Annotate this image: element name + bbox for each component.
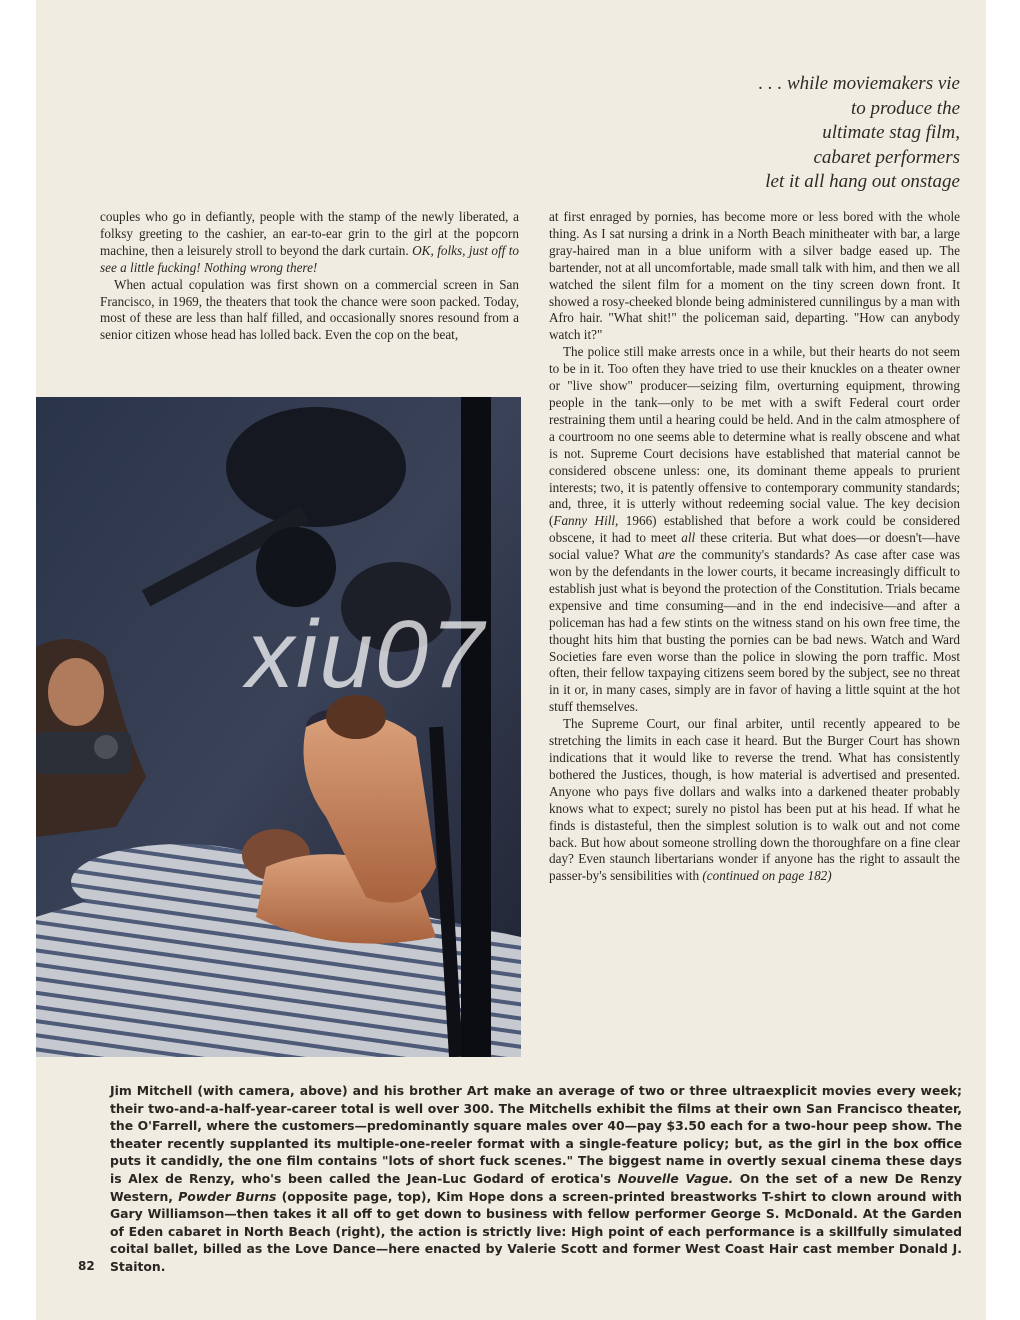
photo-caption: Jim Mitchell (with camera, above) and his brother Art make an average of two or three ultraexplicit movies every week; their two-and-a-half-year-career total is well over 300. The Mitchells exhibit the films at their own San Francisco theater, the O'Farrell, where the customers—predominantly square males over 40—pay $3.50 each for a two-hour peep show. The theater recently supplanted its multiple-one-reeler format with a single-feature policy; but, as the girl in the box office puts it candidly, the one film contains "lots of short fuck scenes." The biggest name in overtly sexual cinema these days is Alex de Renzy, who's been called the Jean-Luc Godard of erotica's Nouvelle Vague. On the set of a new De Renzy Western, Powder Burns (opposite page, top), Kim Hope dons a screen-printed breastworks T-shirt to clown around with Gary Williamson—then takes it all off to get down to business with fellow performer George S. McDonald. At the Garden of Eden cabaret in North Beach (right), the action is strictly live: High point of each performance is a skillfully simulated coital ballet, billed as the Love Dance—here enacted by Valerie Scott and former West Coast Hair cast member Donald J. Staiton. — [110, 1083, 963, 1274]
article-column-right — [549, 209, 960, 885]
film-set-photo — [36, 397, 521, 1057]
pull-quote-line: . . . while moviemakers vie — [758, 73, 960, 94]
continued-note: (continued on page 182) — [702, 868, 832, 884]
paragraph: The police still make arrests once in a while, but their hearts do not seem to be in it. Too often they have tried to use their knuckles on a theater owner or "live show" producer—seizing film, overturning equipment, throwing people in the tank—only to be met with a swift Federal court order restraining them until a hearing could be held. And in the calm atmosphere of a courtroom no one seems able to determine what is really obscene and what is not. Supreme Court decisions have established that material cannot be considered obscene unless: one, its dominant theme appeals to prurient interests; two, it is patently offensive to contemporary community standards; and, three, it is utterly without redeeming social value. The key decision (Fanny Hill, 1966) established that before a work could be considered obscene, it had to meet all these criteria. But what does—or doesn't—have social value? What are the community's standards? As case after case was won by the defendants in the lower courts, it became increasingly difficult to establish just what is beyond the protection of the Constitution. Trials became expensive and time consuming—and in the end indecisive—and after a policeman has had a few stints on the witness stand on his own free time, the thought hits him that busting the pornies can be bad news. Watch and Ward Societies fare even worse than the police in slowing the porn traffic. Most often, their fellow taxpaying citizens seem bored by the subject, see no threat in it or, in many cases, simply are in favor of having a little squint at the hot stuff themselves. — [549, 344, 960, 715]
paragraph: The Supreme Court, our final arbiter, until recently appeared to be stretching the limits in each case it heard. But the Burger Court has shown indications that it would like to reverse the trend. What has consistently bothered the Justices, though, is how material is advertised and presented. Anyone who pays five dollars and walks into a darkened theater probably knows what to expect; surely no pistol has been put at his head. If what he finds is distasteful, then the simplest solution is to walk out and not come back. But how about someone strolling down the thoroughfare on a fine clear day? Even staunch libertarians wonder if anyone has the right to assault the passer-by's sensibilities with (continued on page 182) — [549, 716, 960, 884]
pull-quote-line: let it all hang out onstage — [765, 171, 960, 192]
article-column-left — [100, 209, 519, 344]
cameraman-head — [48, 658, 104, 726]
photo-illustration — [36, 397, 521, 1057]
paragraph: at first enraged by pornies, has become more or less bored with the whole thing. As I sat nursing a drink in a North Beach minitheater with bar, a large gray-haired man in a blue uniform with a silver badge eased up. The bartender, not at all uncomfortable, made small talk with him, and then we all watched the silent film for a moment on the tiny screen down front. It showed a rosy-cheeked blonde being administered cunnilingus by a man with Afro hair. "What shit!" the policeman said, departing. "How can anybody watch it?" — [549, 209, 960, 343]
paragraph: couples who go in defiantly, people with the stamp of the newly liberated, a folksy greeting to the cashier, an ear-to-ear grin to the girl at the popcorn machine, then a leisurely stroll to beyond the dark curtain. OK, folks, just off to see a little fucking! Nothing wrong there! — [100, 209, 520, 275]
pull-quote — [580, 72, 960, 195]
page-number: 82 — [78, 1259, 95, 1273]
pull-quote-line: to produce the — [850, 97, 960, 119]
movie-camera — [36, 732, 131, 774]
pull-quote-line: ultimate stag film, — [822, 122, 960, 143]
paragraph: When actual copulation was first shown on a commercial screen in San Francisco, in 1969, the theaters that took the chance were soon packed. Today, most of these are less than half filled, and occasionally snores resound from a senior citizen whose head has lolled back. Even the cop on the beat, — [100, 276, 519, 343]
pull-quote-line: cabaret performers — [813, 146, 960, 168]
watermark-text: xiu07 — [246, 601, 486, 708]
lamp-silhouette — [226, 407, 406, 527]
